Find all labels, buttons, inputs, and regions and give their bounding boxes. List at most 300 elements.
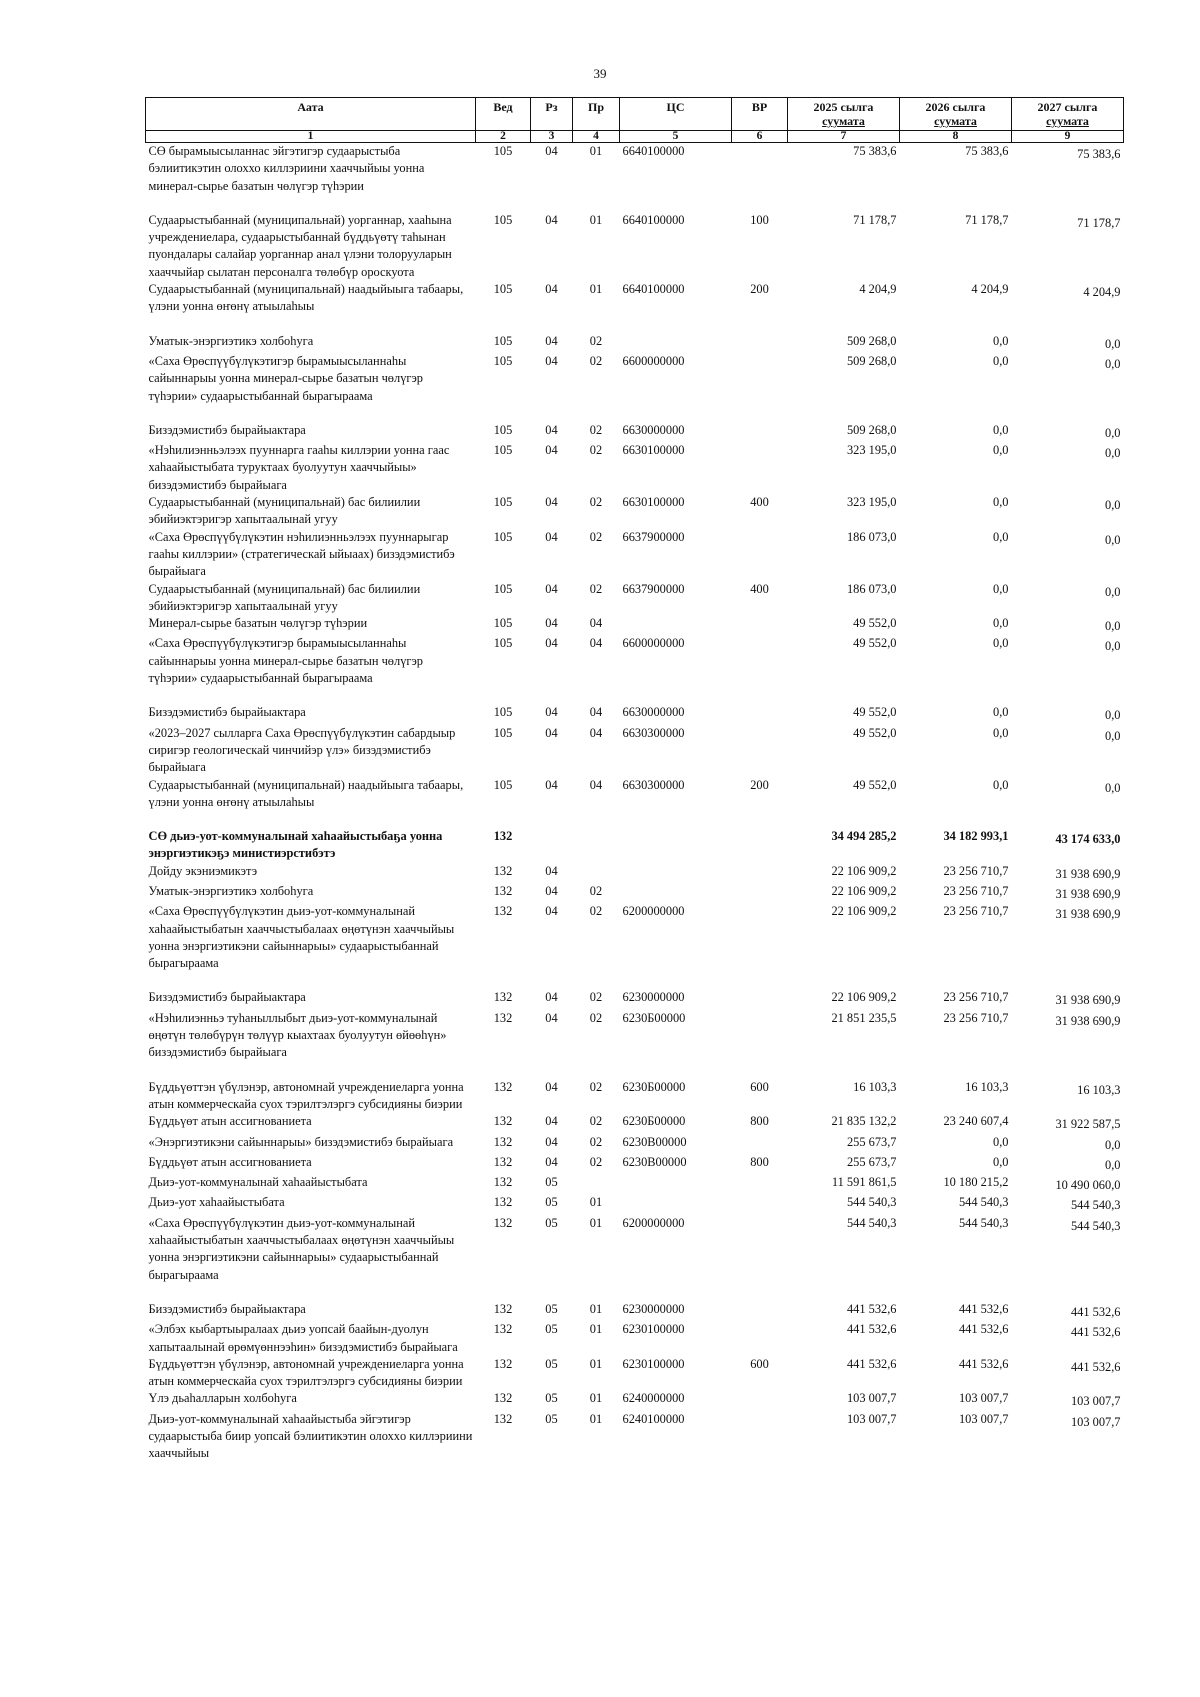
row-rz: 04 bbox=[545, 705, 558, 720]
row-rz: 04 bbox=[545, 529, 558, 544]
row-rz: 04 bbox=[545, 353, 558, 368]
row-vr bbox=[732, 1301, 788, 1321]
row-vr bbox=[732, 725, 788, 777]
table-row bbox=[146, 883, 1124, 903]
row-amount-2026: 0,0 bbox=[993, 1134, 1009, 1149]
row-rz: 04 bbox=[545, 212, 558, 227]
row-amount-2025: 49 552,0 bbox=[853, 705, 897, 720]
row-pr: 01 bbox=[589, 1195, 603, 1210]
row-spacer bbox=[146, 195, 1124, 212]
row-spacer bbox=[146, 687, 1124, 704]
row-ved: 105 bbox=[493, 333, 513, 348]
row-name: Уматык-энэргиэтикэ холбоһуга bbox=[148, 333, 314, 348]
row-pr: 02 bbox=[589, 883, 603, 898]
row-rz: 04 bbox=[545, 777, 558, 792]
header-cs: ЦС bbox=[620, 98, 732, 131]
row-cs: 6230В00000 bbox=[622, 1134, 687, 1149]
row-amount-2027: 31 938 690,9 bbox=[1055, 886, 1121, 901]
row-ved: 105 bbox=[493, 616, 513, 631]
row-rz: 05 bbox=[545, 1356, 558, 1371]
header-2027 bbox=[1012, 98, 1124, 131]
row-amount-2026: 75 383,6 bbox=[965, 144, 1009, 158]
row-pr: 01 bbox=[589, 1215, 603, 1230]
row-amount-2025: 22 106 909,2 bbox=[831, 883, 897, 898]
row-vr bbox=[732, 1215, 788, 1284]
column-number-row bbox=[146, 131, 1124, 143]
row-cs bbox=[620, 615, 732, 635]
row-amount-2025: 441 532,6 bbox=[846, 1322, 897, 1337]
row-amount-2026: 0,0 bbox=[993, 422, 1009, 437]
row-amount-2025: 544 540,3 bbox=[846, 1195, 897, 1210]
row-cs bbox=[620, 828, 732, 863]
row-cs: 6230Б00000 bbox=[622, 1079, 686, 1094]
row-amount-2027: 31 938 690,9 bbox=[1055, 866, 1121, 881]
row-name: «Саха Өрөспүүбүлүкэтин нэһилиэнньэлээх пууннарыгар гааһы киллэрии» (стратегическай ыйыаах) бизэдэмистибэ бырайыага bbox=[148, 529, 455, 579]
row-amount-2026: 4 204,9 bbox=[971, 282, 1009, 297]
row-spacer-cell bbox=[146, 316, 1124, 333]
table-row bbox=[146, 615, 1124, 635]
row-cs: 6600000000 bbox=[622, 353, 685, 368]
row-cs: 6640100000 bbox=[622, 144, 685, 158]
row-amount-2026: 23 256 710,7 bbox=[943, 883, 1009, 898]
row-vr bbox=[732, 704, 788, 724]
table-row bbox=[146, 1390, 1124, 1410]
row-amount-2026: 23 240 607,4 bbox=[943, 1114, 1009, 1129]
row-name: СӨ бырамыысыланнас эйгэтигэр судаарыстыба бэлиитикэтин олоххо киллэриини хааччыйыы уонна минерал-сырье базатын чөлүгэр түһэрии bbox=[148, 144, 425, 193]
header-2026-line2: суумата bbox=[934, 114, 977, 128]
row-name: Бүддьүөттэн үбүлэнэр, автономнай учреждениеларга уонна атын коммерческайа суох тэрилтэлэргэ субсидияны биэрии bbox=[148, 1079, 464, 1111]
row-amount-2025: 255 673,7 bbox=[846, 1154, 897, 1169]
row-cs: 6630000000 bbox=[622, 422, 685, 437]
row-name: Бүддьүөт атын ассигнованиета bbox=[148, 1154, 312, 1169]
row-ved: 105 bbox=[493, 705, 513, 720]
row-rz: 04 bbox=[545, 990, 558, 1005]
row-amount-2025: 509 268,0 bbox=[846, 353, 897, 368]
header-2027-line2: суумата bbox=[1046, 114, 1089, 128]
table-row bbox=[146, 1113, 1124, 1133]
table-row bbox=[146, 828, 1124, 863]
row-cs: 6230100000 bbox=[622, 1356, 685, 1371]
row-amount-2026: 34 182 993,1 bbox=[943, 829, 1009, 844]
table-row bbox=[146, 704, 1124, 724]
row-amount-2026: 23 256 710,7 bbox=[943, 904, 1009, 919]
column-number: 1 bbox=[146, 131, 476, 143]
table-row bbox=[146, 777, 1124, 812]
row-rz: 05 bbox=[545, 1215, 558, 1230]
row-ved: 132 bbox=[493, 829, 513, 844]
row-amount-2026: 23 256 710,7 bbox=[943, 863, 1009, 878]
header-2027-line1: 2027 сылга bbox=[1037, 100, 1098, 114]
row-vr bbox=[732, 883, 788, 903]
row-vr: 200 bbox=[750, 282, 769, 297]
row-ved: 132 bbox=[493, 1154, 513, 1169]
row-name: Үлэ дьаһалларын холбоһуга bbox=[148, 1391, 297, 1406]
row-cs: 6640100000 bbox=[622, 212, 685, 227]
row-amount-2025: 441 532,6 bbox=[846, 1301, 897, 1316]
row-amount-2027: 75 383,6 bbox=[1077, 147, 1121, 161]
table-row bbox=[146, 1301, 1124, 1321]
table-row bbox=[146, 1356, 1124, 1391]
row-amount-2027: 0,0 bbox=[1105, 336, 1121, 351]
row-ved: 132 bbox=[493, 1411, 513, 1426]
row-cs: 6230Б00000 bbox=[622, 1010, 686, 1025]
row-amount-2026: 0,0 bbox=[993, 353, 1009, 368]
row-amount-2027: 0,0 bbox=[1105, 708, 1121, 723]
row-pr: 01 bbox=[589, 1391, 603, 1406]
row-pr: 01 bbox=[589, 212, 603, 227]
row-vr bbox=[732, 1390, 788, 1410]
row-cs bbox=[620, 883, 732, 903]
row-spacer bbox=[146, 1284, 1124, 1301]
row-rz bbox=[531, 828, 573, 863]
row-amount-2025: 21 851 235,5 bbox=[831, 1010, 897, 1025]
table-row bbox=[146, 353, 1124, 405]
table-row bbox=[146, 442, 1124, 494]
row-ved: 132 bbox=[493, 883, 513, 898]
row-ved: 132 bbox=[493, 1356, 513, 1371]
row-cs: 6630300000 bbox=[622, 725, 685, 740]
row-spacer bbox=[146, 405, 1124, 422]
row-pr: 01 bbox=[589, 282, 603, 297]
row-amount-2027: 31 922 587,5 bbox=[1055, 1117, 1121, 1132]
table-row bbox=[146, 863, 1124, 883]
table-row bbox=[146, 333, 1124, 353]
row-cs: 6230Б00000 bbox=[622, 1114, 686, 1129]
row-amount-2025: 22 106 909,2 bbox=[831, 863, 897, 878]
row-name: Бизэдэмистибэ бырайыактара bbox=[148, 1301, 306, 1316]
row-amount-2027: 43 174 633,0 bbox=[1055, 832, 1121, 847]
row-name: Судаарыстыбаннай (муниципальнай) наадыйыыга табаары, үлэни уонна өҥөнү атыылаһыы bbox=[148, 777, 464, 809]
row-name: Бизэдэмистибэ бырайыактара bbox=[148, 705, 306, 720]
header-pr: Пр bbox=[573, 98, 620, 131]
row-amount-2026: 0,0 bbox=[993, 1154, 1009, 1169]
row-pr bbox=[573, 863, 620, 883]
row-amount-2026: 103 007,7 bbox=[958, 1391, 1009, 1406]
row-amount-2026: 441 532,6 bbox=[958, 1356, 1009, 1371]
row-pr: 01 bbox=[589, 144, 603, 158]
row-name: «2023–2027 сылларга Саха Өрөспүүбүлүкэтин сабардыыр сиригэр геологическай чинчийэр үлэ» бизэдэмистибэ бырайыага bbox=[148, 725, 456, 775]
row-rz: 04 bbox=[545, 863, 558, 878]
row-name: Судаарыстыбаннай (муниципальнай) уорганнар, хааһына учреждениелара, судаарыстыбаннай бүддьүөтү таһынан пуондалары салайар уорганнар анал үлэни толорууларын хааччыйар сылатан персоналга төлөбүр ороскуота bbox=[148, 212, 452, 279]
row-amount-2025: 255 673,7 bbox=[846, 1134, 897, 1149]
row-name: Дьиэ-уот хаһаайыстыбата bbox=[148, 1195, 285, 1210]
row-amount-2027: 0,0 bbox=[1105, 1157, 1121, 1172]
row-amount-2025: 509 268,0 bbox=[846, 333, 897, 348]
row-amount-2025: 4 204,9 bbox=[859, 282, 897, 297]
row-name: Судаарыстыбаннай (муниципальнай) бас билиилии эбийиэктэригэр хапытаалынай угуу bbox=[148, 581, 421, 613]
table-row bbox=[146, 281, 1124, 316]
row-amount-2025: 11 591 861,5 bbox=[831, 1175, 897, 1190]
row-ved: 132 bbox=[493, 1134, 513, 1149]
table-row bbox=[146, 1079, 1124, 1114]
row-cs: 6630000000 bbox=[622, 705, 685, 720]
header-2026 bbox=[900, 98, 1012, 131]
column-number: 5 bbox=[620, 131, 732, 143]
row-spacer-cell bbox=[146, 1284, 1124, 1301]
table-row bbox=[146, 529, 1124, 581]
row-vr bbox=[732, 529, 788, 581]
row-cs: 6630100000 bbox=[622, 495, 685, 510]
row-ved: 105 bbox=[493, 422, 513, 437]
row-pr: 02 bbox=[589, 1010, 603, 1025]
row-cs: 6600000000 bbox=[622, 636, 685, 651]
row-amount-2026: 441 532,6 bbox=[958, 1301, 1009, 1316]
table-row bbox=[146, 1174, 1124, 1194]
row-spacer-cell bbox=[146, 195, 1124, 212]
row-vr: 400 bbox=[750, 495, 769, 510]
row-amount-2025: 22 106 909,2 bbox=[831, 990, 897, 1005]
row-amount-2027: 0,0 bbox=[1105, 356, 1121, 371]
row-ved: 132 bbox=[493, 1079, 513, 1094]
row-pr: 04 bbox=[589, 725, 603, 740]
row-pr: 01 bbox=[589, 1356, 603, 1371]
row-cs: 6200000000 bbox=[622, 1215, 685, 1230]
row-amount-2026: 0,0 bbox=[993, 581, 1009, 596]
row-spacer-cell bbox=[146, 1062, 1124, 1079]
table-row bbox=[146, 1134, 1124, 1154]
row-cs: 6230000000 bbox=[622, 1301, 685, 1316]
row-rz: 04 bbox=[545, 725, 558, 740]
column-number: 7 bbox=[788, 131, 900, 143]
row-amount-2026: 0,0 bbox=[993, 333, 1009, 348]
row-amount-2027: 0,0 bbox=[1105, 532, 1121, 547]
row-ved: 132 bbox=[493, 1114, 513, 1129]
row-vr: 400 bbox=[750, 581, 769, 596]
row-amount-2025: 21 835 132,2 bbox=[831, 1114, 897, 1129]
row-amount-2026: 0,0 bbox=[993, 725, 1009, 740]
row-rz: 04 bbox=[545, 495, 558, 510]
row-pr bbox=[573, 1174, 620, 1194]
row-cs bbox=[620, 863, 732, 883]
row-ved: 105 bbox=[493, 777, 513, 792]
table-row bbox=[146, 1194, 1124, 1214]
row-name: «Нэһилиэнньэлээх пууннарга гааһы киллэрии уонна гаас хаһаайыстыбата туруктаах буолуутун хааччыйыы» бизэдэмистибэ бырайыага bbox=[148, 443, 450, 492]
row-vr bbox=[732, 1174, 788, 1194]
row-pr: 02 bbox=[589, 1134, 603, 1149]
row-vr bbox=[732, 903, 788, 972]
header-ved: Вед bbox=[476, 98, 531, 131]
row-vr bbox=[732, 353, 788, 405]
row-cs: 6200000000 bbox=[622, 904, 685, 919]
row-ved: 105 bbox=[493, 353, 513, 368]
row-pr: 02 bbox=[589, 990, 603, 1005]
row-amount-2026: 23 256 710,7 bbox=[943, 990, 1009, 1005]
row-vr bbox=[732, 635, 788, 687]
row-name: Дойду экэниэмикэтэ bbox=[148, 863, 258, 878]
column-number: 4 bbox=[573, 131, 620, 143]
row-name: Бүддьүөттэн үбүлэнэр, автономнай учреждениеларга уонна атын коммерческайа суох тэрилтэлэргэ субсидияны биэрии bbox=[148, 1356, 464, 1389]
row-vr: 200 bbox=[750, 777, 769, 792]
row-pr: 02 bbox=[589, 353, 603, 368]
row-name: Дьиэ-уот-коммуналынай хаһаайыстыба эйгэтигэр судаарыстыба биир уопсай бэлиитикэтин олохxо киллэриини хааччыйыы bbox=[148, 1411, 473, 1461]
row-name: Уматык-энэргиэтикэ холбоһуга bbox=[148, 883, 314, 898]
row-spacer-cell bbox=[146, 687, 1124, 704]
row-ved: 132 bbox=[493, 1322, 513, 1337]
row-ved: 105 bbox=[493, 581, 513, 596]
row-cs: 6640100000 bbox=[622, 282, 685, 297]
row-ved: 105 bbox=[493, 529, 513, 544]
row-amount-2026: 544 540,3 bbox=[958, 1195, 1009, 1210]
row-amount-2027: 10 490 060,0 bbox=[1055, 1178, 1121, 1193]
row-ved: 132 bbox=[493, 1391, 513, 1406]
row-amount-2026: 0,0 bbox=[993, 777, 1009, 792]
row-pr: 02 bbox=[589, 422, 603, 437]
row-amount-2027: 441 532,6 bbox=[1070, 1325, 1121, 1340]
table-row bbox=[146, 635, 1124, 687]
row-pr: 02 bbox=[589, 443, 603, 458]
row-amount-2026: 0,0 bbox=[993, 616, 1009, 631]
row-ved: 132 bbox=[493, 1195, 513, 1210]
row-amount-2025: 441 532,6 bbox=[846, 1356, 897, 1371]
row-amount-2026: 23 256 710,7 bbox=[943, 1010, 1009, 1025]
row-vr bbox=[732, 422, 788, 442]
row-rz: 05 bbox=[545, 1411, 558, 1426]
table-header bbox=[146, 98, 1124, 143]
row-amount-2027: 0,0 bbox=[1105, 446, 1121, 461]
row-rz: 04 bbox=[545, 1114, 558, 1129]
row-amount-2025: 323 195,0 bbox=[846, 443, 897, 458]
row-name: «Саха Өрөспүүбүлүкэтигэр бырамыысыланнаһы сайыннарыы уонна минерал-сырье базатын чөлүгэр түһэрии» судаарыстыбаннай бырагыраама bbox=[148, 353, 423, 403]
page-number: 39 bbox=[593, 66, 607, 81]
table-row bbox=[146, 494, 1124, 529]
row-rz: 04 bbox=[545, 144, 558, 158]
row-rz: 04 bbox=[545, 422, 558, 437]
row-ved: 105 bbox=[493, 725, 513, 740]
row-cs bbox=[620, 333, 732, 353]
row-cs: 6240000000 bbox=[622, 1391, 685, 1406]
row-vr bbox=[732, 828, 788, 863]
row-ved: 105 bbox=[493, 495, 513, 510]
row-name: «Нэһилиэнньэ туһаныллыбыт дьиэ-уот-коммуналынай өңөтүн төлөбүрүн төлүүр кыахтаах буолуутун өйөөһүн» бизэдэмистибэ бырайыага bbox=[148, 1010, 447, 1060]
row-pr: 02 bbox=[589, 495, 603, 510]
row-amount-2025: 323 195,0 bbox=[846, 495, 897, 510]
header-2025-line1: 2025 сылга bbox=[813, 100, 874, 114]
row-cs: 6240100000 bbox=[622, 1411, 685, 1426]
row-rz: 04 bbox=[545, 1154, 558, 1169]
row-rz: 05 bbox=[545, 1322, 558, 1337]
row-ved: 132 bbox=[493, 1215, 513, 1230]
row-vr bbox=[732, 989, 788, 1009]
row-amount-2027: 0,0 bbox=[1105, 619, 1121, 634]
row-amount-2025: 186 073,0 bbox=[846, 529, 897, 544]
row-vr: 100 bbox=[750, 212, 769, 227]
row-cs: 6637900000 bbox=[622, 581, 685, 596]
row-ved: 132 bbox=[493, 863, 513, 878]
row-amount-2026: 0,0 bbox=[993, 495, 1009, 510]
table-row bbox=[146, 1321, 1124, 1356]
row-name: Минерал-сырье базатын чөлүгэр түһэрии bbox=[148, 616, 368, 631]
row-rz: 04 bbox=[545, 636, 558, 651]
column-number: 2 bbox=[476, 131, 531, 143]
row-amount-2025: 22 106 909,2 bbox=[831, 904, 897, 919]
row-amount-2025: 544 540,3 bbox=[846, 1215, 897, 1230]
table-row bbox=[146, 143, 1124, 195]
row-spacer-cell bbox=[146, 972, 1124, 989]
row-amount-2027: 0,0 bbox=[1105, 780, 1121, 795]
row-ved: 132 bbox=[493, 904, 513, 919]
row-amount-2027: 0,0 bbox=[1105, 584, 1121, 599]
row-name: «Элбэх кыбартыыралаах дьиэ уопсай баайын-дуолун хапытаалынай өрөмүөннээһин» бизэдэмистибэ бырайыага bbox=[148, 1322, 458, 1354]
row-ved: 105 bbox=[493, 212, 513, 227]
row-amount-2027: 0,0 bbox=[1105, 1137, 1121, 1152]
row-pr: 02 bbox=[589, 529, 603, 544]
row-pr: 02 bbox=[589, 1079, 603, 1094]
header-2026-line1: 2026 сылга bbox=[925, 100, 986, 114]
row-spacer bbox=[146, 316, 1124, 333]
header-2025 bbox=[788, 98, 900, 131]
row-ved: 132 bbox=[493, 1010, 513, 1025]
row-rz: 04 bbox=[545, 443, 558, 458]
row-pr bbox=[573, 828, 620, 863]
table-row bbox=[146, 903, 1124, 972]
table-row bbox=[146, 725, 1124, 777]
row-cs: 6230000000 bbox=[622, 990, 685, 1005]
row-vr bbox=[732, 1134, 788, 1154]
row-amount-2026: 0,0 bbox=[993, 529, 1009, 544]
row-pr: 04 bbox=[589, 636, 603, 651]
row-amount-2026: 10 180 215,2 bbox=[943, 1175, 1009, 1190]
row-rz: 04 bbox=[545, 883, 558, 898]
row-pr: 02 bbox=[589, 333, 603, 348]
row-amount-2025: 71 178,7 bbox=[853, 212, 897, 227]
row-amount-2026: 0,0 bbox=[993, 443, 1009, 458]
row-vr bbox=[732, 143, 788, 195]
row-name: Дьиэ-уот-коммуналынай хаһаайыстыбата bbox=[148, 1175, 368, 1190]
row-amount-2027: 544 540,3 bbox=[1070, 1198, 1121, 1213]
row-amount-2027: 16 103,3 bbox=[1077, 1082, 1121, 1097]
row-vr bbox=[732, 333, 788, 353]
row-amount-2027: 0,0 bbox=[1105, 498, 1121, 513]
row-amount-2025: 49 552,0 bbox=[853, 725, 897, 740]
row-spacer-cell bbox=[146, 811, 1124, 828]
row-vr: 800 bbox=[750, 1114, 769, 1129]
row-rz: 04 bbox=[545, 282, 558, 297]
row-name: «Саха Өрөспүүбүлүкэтигэр бырамыысыланнаһы сайыннарыы уонна минерал-сырье базатын чөлүгэр түһэрии» судаарыстыбаннай бырагыраама bbox=[148, 636, 423, 686]
row-amount-2025: 49 552,0 bbox=[853, 777, 897, 792]
row-name: Судаарыстыбаннай (муниципальнай) наадыйыыга табаары, үлэни уонна өҥөнү атыылаһыы bbox=[148, 282, 464, 314]
row-name: Бүддьүөт атын ассигнованиета bbox=[148, 1114, 312, 1129]
column-number: 6 bbox=[732, 131, 788, 143]
row-amount-2027: 0,0 bbox=[1105, 425, 1121, 440]
row-cs bbox=[620, 1174, 732, 1194]
row-amount-2026: 0,0 bbox=[993, 636, 1009, 651]
row-rz: 04 bbox=[545, 1134, 558, 1149]
row-name: «Саха Өрөспүүбүлүкэтин дьиэ-уот-коммуналынай хаһаайыстыбатын хааччыстыбалаах өңөтүнэн хааччыйыы уонна энэргиэтикэни сайыннарыы» судаарыстыбаннай бырагыраама bbox=[148, 904, 455, 971]
row-pr: 01 bbox=[589, 1411, 603, 1426]
row-pr: 02 bbox=[589, 581, 603, 596]
row-amount-2025: 75 383,6 bbox=[853, 144, 897, 158]
row-pr: 04 bbox=[589, 777, 603, 792]
header-vr: ВР bbox=[732, 98, 788, 131]
table-row bbox=[146, 422, 1124, 442]
row-name: «Энэргиэтикэни сайыннарыы» бизэдэмистибэ бырайыага bbox=[148, 1134, 454, 1149]
row-pr: 01 bbox=[589, 1301, 603, 1316]
row-vr bbox=[732, 1194, 788, 1214]
row-rz: 04 bbox=[545, 1010, 558, 1025]
row-ved: 132 bbox=[493, 1301, 513, 1316]
row-spacer bbox=[146, 811, 1124, 828]
table-row bbox=[146, 989, 1124, 1009]
row-vr bbox=[732, 615, 788, 635]
row-amount-2027: 71 178,7 bbox=[1077, 215, 1121, 230]
row-amount-2025: 103 007,7 bbox=[846, 1391, 897, 1406]
row-ved: 105 bbox=[493, 144, 513, 158]
column-number: 8 bbox=[900, 131, 1012, 143]
row-ved: 105 bbox=[493, 443, 513, 458]
row-vr: 600 bbox=[750, 1356, 769, 1371]
row-ved: 105 bbox=[493, 636, 513, 651]
row-amount-2027: 31 938 690,9 bbox=[1055, 1013, 1121, 1028]
